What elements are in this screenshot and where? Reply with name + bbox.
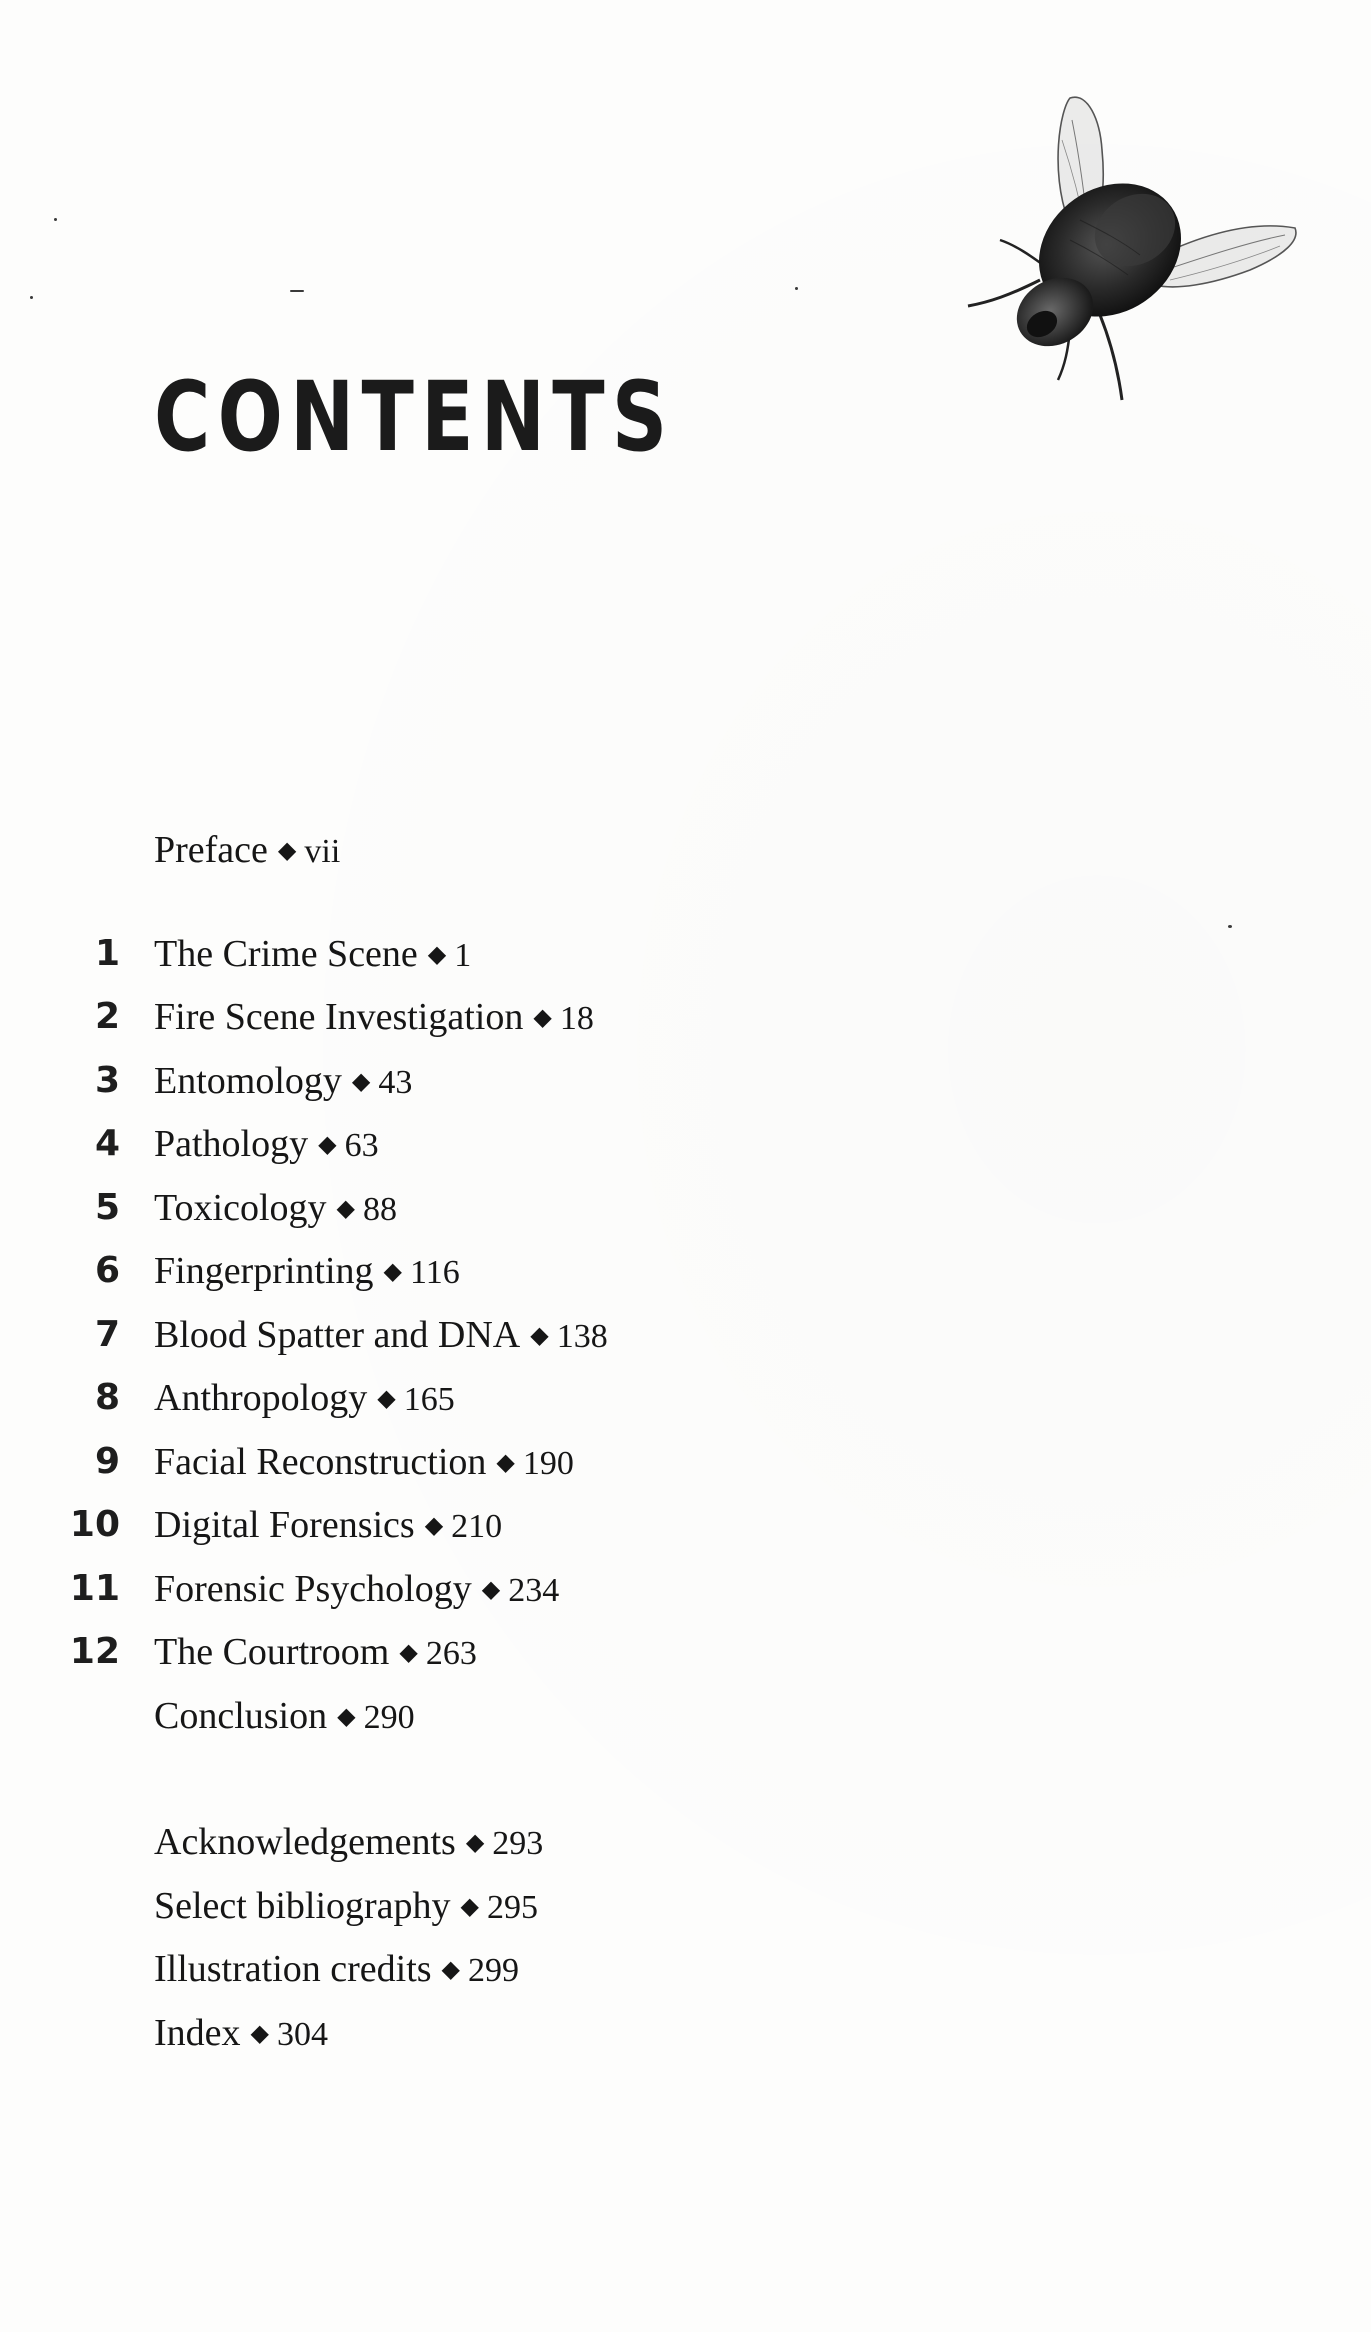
diamond-separator-icon: ◆ [336,1196,356,1222]
chapter-number: 4 [94,1123,120,1164]
diamond-separator-icon: ◆ [383,1259,403,1285]
toc-title-line [154,987,594,1049]
diamond-separator-icon: ◆ [399,1640,418,1666]
toc-title-line [154,1495,502,1557]
diamond-separator-icon: ◆ [496,1450,515,1476]
page-number: 293 [492,1825,544,1862]
page-number: 295 [487,1889,539,1926]
page-number: 304 [277,2016,328,2053]
toc-title: Entomology [154,1060,342,1102]
toc-title-line [154,1241,460,1303]
diamond-separator-icon: ◆ [481,1577,501,1603]
toc-title: Pathology [154,1123,309,1165]
toc-entry-preface [0,820,1000,880]
toc-title-line [154,1876,538,1938]
toc-title: Conclusion [154,1695,328,1737]
toc-entry-back [0,2003,1000,2063]
toc-title-line [154,924,471,986]
diamond-separator-icon: ◆ [277,838,297,864]
chapter-number: 3 [94,1060,120,1101]
toc-title: Index [154,2012,241,2054]
toc-chapter-entry [0,1368,1000,1428]
chapter-number: 12 [69,1631,120,1672]
toc-title-line [154,1368,455,1430]
toc-title: Blood Spatter and DNA [154,1314,521,1356]
print-speck [30,296,33,299]
toc-title: Select bibliography [154,1885,451,1927]
toc-title-line [154,1939,519,2001]
page-number: vii [304,833,341,870]
toc-title: Illustration credits [154,1948,432,1990]
chapter-number: 9 [94,1441,120,1482]
chapter-number: 1 [94,933,120,974]
toc-title-line [154,1622,477,1684]
toc-title-line [154,1812,543,1874]
toc-chapter-entry [0,987,1000,1047]
diamond-separator-icon: ◆ [250,2021,269,2047]
page-title: CONTENTS [154,361,675,473]
diamond-separator-icon: ◆ [460,1894,480,1920]
toc-title: Digital Forensics [154,1504,415,1546]
toc-title-line [154,1178,397,1240]
chapter-number: 2 [94,996,120,1037]
page-number: 299 [468,1952,520,1989]
toc-title-line [154,1305,608,1367]
chapter-number: 11 [69,1568,120,1609]
chapter-number: 8 [94,1377,120,1418]
toc-title: Toxicology [154,1187,327,1229]
page-number: 190 [522,1445,574,1482]
diamond-separator-icon: ◆ [530,1323,549,1349]
toc-title: Acknowledgements [154,1821,456,1863]
page-number: 210 [451,1508,503,1545]
toc-chapter-entry [0,1114,1000,1174]
page-number: 165 [403,1381,455,1418]
diamond-separator-icon: ◆ [337,1704,356,1730]
diamond-separator-icon: ◆ [465,1830,485,1856]
toc-title-line [154,1559,559,1621]
print-speck [290,290,304,292]
toc-chapter-entry [0,1241,1000,1301]
page-number: 18 [559,1000,594,1037]
diamond-separator-icon: ◆ [377,1386,396,1412]
diamond-separator-icon: ◆ [533,1005,552,1031]
page-number: 63 [344,1127,379,1164]
toc-chapter-entry [0,1178,1000,1238]
toc-title-line [154,1686,415,1748]
chapter-number: 7 [94,1314,120,1355]
toc-chapter-entry [0,1622,1000,1682]
page-number: 263 [425,1635,477,1672]
chapter-number: 5 [94,1187,120,1228]
diamond-separator-icon: ◆ [424,1513,444,1539]
diamond-separator-icon: ◆ [427,942,447,968]
diamond-separator-icon: ◆ [351,1069,371,1095]
toc-title: Preface [154,829,268,871]
chapter-number: 6 [94,1250,120,1291]
toc-title-line [154,1432,574,1494]
toc-chapter-entry [0,1495,1000,1555]
toc-title-line [154,2003,328,2065]
chapter-number: 10 [69,1504,120,1545]
diamond-separator-icon: ◆ [318,1132,337,1158]
page-number: 1 [454,937,472,974]
toc-chapter-entry [0,924,1000,984]
toc-chapter-entry [0,1051,1000,1111]
toc-title: Fingerprinting [154,1250,374,1292]
toc-entry-back [0,1939,1000,1999]
print-speck [1228,925,1232,928]
page-number: 234 [508,1572,560,1609]
page-number: 88 [363,1191,398,1228]
toc-title-line [154,820,340,882]
toc-title: Fire Scene Investigation [154,996,524,1038]
toc-title: The Courtroom [154,1631,390,1673]
toc-entry-back [0,1812,1000,1872]
page-number: 43 [378,1064,413,1101]
print-speck [795,287,798,290]
toc-entry-back [0,1876,1000,1936]
page-number: 138 [556,1318,608,1355]
toc-entry-conclusion [0,1686,1000,1746]
toc-chapter-entry [0,1432,1000,1492]
diamond-separator-icon: ◆ [441,1957,461,1983]
toc-chapter-entry [0,1305,1000,1365]
toc-title: Forensic Psychology [154,1568,472,1610]
toc-title-line [154,1051,412,1113]
fly-icon [950,80,1310,460]
toc-title: Anthropology [154,1377,368,1419]
toc-title-line [154,1114,379,1176]
toc-chapter-entry [0,1559,1000,1619]
toc-title: The Crime Scene [154,933,418,975]
print-speck [54,218,57,221]
page-number: 290 [363,1699,415,1736]
page-number: 116 [410,1254,460,1291]
toc-title: Facial Reconstruction [154,1441,487,1483]
